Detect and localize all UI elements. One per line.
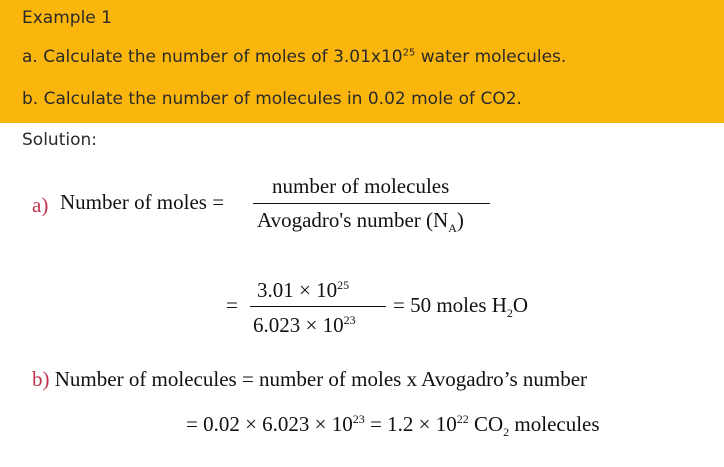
solution-label: Solution: — [22, 130, 97, 150]
part-a-equals: = — [226, 293, 238, 317]
question-a-prefix: a. Calculate the number of moles of 3.01x10 — [22, 47, 403, 67]
part-b-marker: b) — [32, 367, 50, 391]
result-suffix: O — [512, 293, 529, 317]
part-a-marker: a) — [32, 193, 49, 217]
part-b-text: Number of molecules = number of moles x Avogadro’s number — [54, 367, 588, 391]
line2-part4: molecules — [509, 412, 600, 436]
result-prefix: = 50 moles H — [393, 293, 507, 317]
part-a-lhs: Number of moles = — [60, 190, 225, 214]
part-a-result — [393, 293, 529, 321]
line2-part1: = 0.02 × 6.023 × 10 — [186, 412, 353, 436]
line2-part2: = 1.2 × 10 — [364, 412, 457, 436]
part-a-numerator: number of molecules — [272, 174, 450, 198]
line2-exponent1: 23 — [352, 412, 365, 426]
denominator-suffix: ) — [456, 208, 464, 232]
denominator-prefix: Avogadro's number (N — [257, 208, 449, 232]
fraction-bar-1 — [253, 203, 490, 204]
den2-prefix: 6.023 × 10 — [253, 313, 344, 337]
part-a-denominator-2 — [253, 313, 356, 338]
line2-subscript: 2 — [503, 425, 510, 440]
part-b-line1 — [32, 367, 587, 392]
denominator-subscript: A — [448, 221, 457, 236]
question-a-suffix: water molecules. — [415, 47, 567, 67]
part-a-denominator — [257, 208, 464, 236]
num2-prefix: 3.01 × 10 — [257, 278, 338, 302]
result-subscript: 2 — [506, 306, 513, 321]
question-b: b. Calculate the number of molecules in 0.02 mole of CO2. — [22, 89, 522, 109]
fraction-bar-2 — [250, 306, 386, 307]
line2-part3: CO — [468, 412, 504, 436]
part-a-numerator-2 — [257, 278, 349, 303]
question-a-exponent: 25 — [402, 47, 416, 59]
num2-exponent: 25 — [337, 278, 350, 292]
part-b-line2 — [186, 412, 600, 440]
den2-exponent: 23 — [343, 313, 356, 327]
question-a — [22, 47, 566, 67]
line2-exponent2: 22 — [456, 412, 469, 426]
example-banner — [0, 0, 724, 123]
example-title: Example 1 — [22, 8, 112, 28]
